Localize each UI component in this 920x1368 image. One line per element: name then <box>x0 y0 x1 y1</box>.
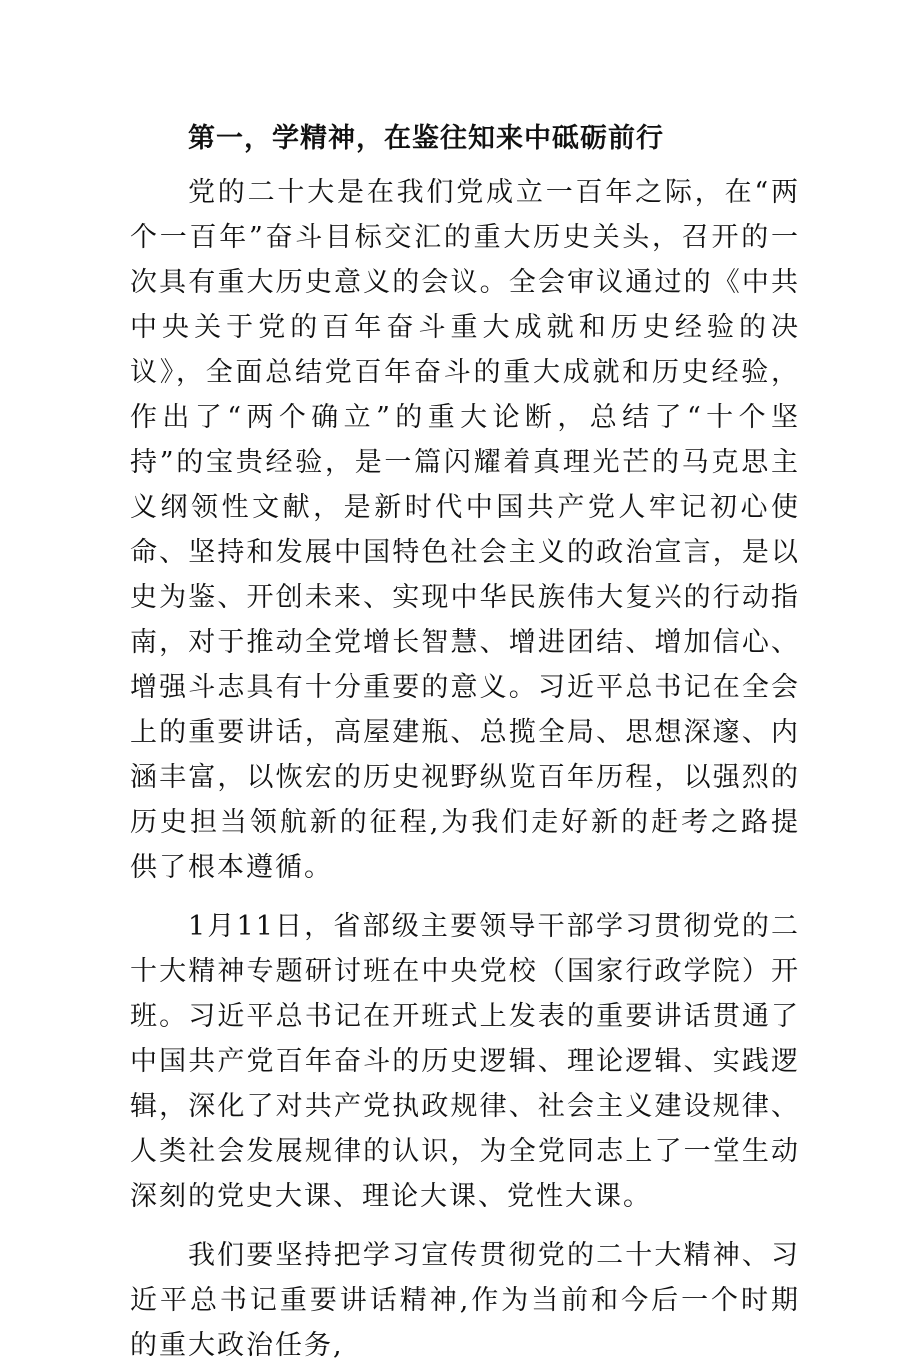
section-heading: 第一，学精神，在鉴往知来中砥砺前行 <box>188 123 664 154</box>
paragraph-1: 党的二十大是在我们党成立一百年之际，在“两个一百年”奋斗目标交汇的重大历史关头，召开的一次具有重大历史意义的会议。全会审议通过的《中共中央关于党的百年奋斗重大成就和历史经验的决议》，全面总结党百年奋斗的重大成就和历史经验，作出了“两个确立”的重大论断，总结了“十个坚持”的宝贵经验，是一篇闪耀着真理光芒的马克思主义纲领性文献，是新时代中国共产党人牢记初心使命、坚持和发展中国特色社会主义的政治宣言，是以史为鉴、开创未来、实现中华民族伟大复兴的行动指南，对于推动全党增长智慧、增进团结、增加信心、增强斗志具有十分重要的意义。习近平总书记在全会上的重要讲话，高屋建瓶、总揽全局、思想深邃、内涵丰富，以恢宏的历史视野纵览百年历程，以强烈的历史担当领航新的征程,为我们走好新的赶考之路提供了根本遵循。 <box>130 177 800 883</box>
paragraph-3: 我们要坚持把学习宣传贯彻党的二十大精神、习近平总书记重要讲话精神,作为当前和今后一个时期的重大政治任务, <box>130 1240 800 1361</box>
paragraph-2: 1月11日，省部级主要领导干部学习贯彻党的二十大精神专题研讨班在中央党校（国家行政学院）开班。习近平总书记在开班式上发表的重要讲话贯通了中国共产党百年奋斗的历史逻辑、理论逻辑、实践逻辑，深化了对共产党执政规律、社会主义建设规律、人类社会发展规律的认识，为全党同志上了一堂生动深刻的党史大课、理论大课、党性大课。 <box>130 911 800 1212</box>
document-body <box>130 118 800 1368</box>
